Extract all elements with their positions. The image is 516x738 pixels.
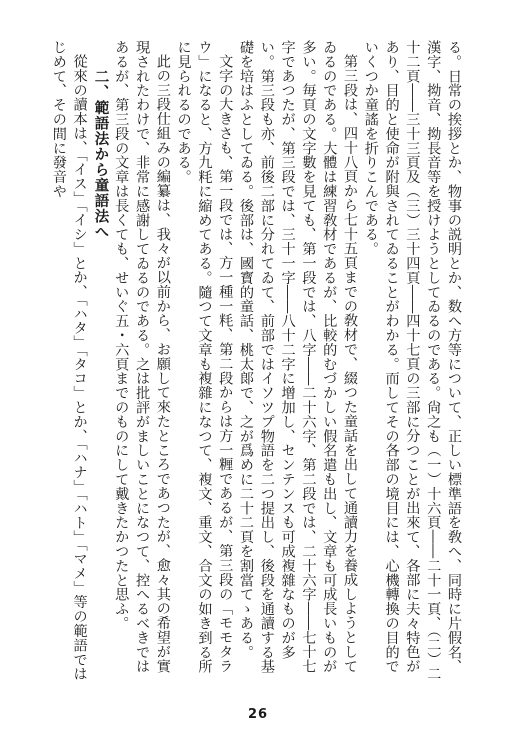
paragraph-5: 從來の讀本は、「イス」「イシ」とか、「ハタ」「タコ」とか、「ハナ」「ハト」「マメ」等の範語ではじめて、その間に發音や	[50, 40, 88, 682]
paragraph-4: 此の三段仕組みの編纂は、我々が以前から、お願して來たところであつたが、愈々其の希望が實現されたわけで、非常に感謝してゐるのである。之は批評がましいことになつて、控へるべきではあるが、第三段の文章は長くても、せいぐ五・六頁までのものにして戴きたかつたと思ふ。	[113, 40, 171, 674]
paragraph-3: 文字の大きさも、第一段では、方一種一粍、第二段からは方一糎であるが、第三段の「モモタラウ」になると、方九粍に縮めてある。隨つて文章も複雜になつて、複文、重文、合文の如き到る所に見られるのである。	[175, 40, 234, 674]
section-heading: 二、範語法から童語法へ	[92, 69, 109, 240]
page-number: 26	[247, 707, 269, 722]
vertical-body-text	[34, 40, 464, 685]
paragraph-1: る。日常の挨拶とか、物事の説明とか、数へ方等について、正しい標準語を敎へ、同時に片假名、漢字、拗音、拗長音等を授けようとしてゐるのである。尙之も（一）十六頁――二十一頁、（二）二十二頁――三十三頁及（三）三十四頁――四十七頁の三部に分つことが出來て、各部に夫々特色があり、目的と使命が附與されてゐることがわかる。而してその各部の境目には、心機轉換の目的でいくつか童謠を折りこんである。	[362, 40, 462, 681]
paragraph-2: 第三段は、四十八頁から七十五頁までの敎材で、綴つた童話を出して通讀力を養成しようとしてゐるのである。大體は練習敎材であるが、比較的むづかしい假名遣も出し、文章も可成長いものが多い。毎頁の文字數を見ても、第一段では、八字――二十六字、第二段では、二十六字――七十七字であつたが、第三段では、三十一字――八十二字に增加し、センテンスも可成複雜なものが多い。第三段も亦、前後二部に分れてゐて、前部ではイソツプ物語を二つ提出し、後段を通讀する基礎を培はふとしてゐる。後部は、國寳的童話、桃太郞で、之が爲めに二十二頁を割當てゝある。	[238, 40, 359, 674]
